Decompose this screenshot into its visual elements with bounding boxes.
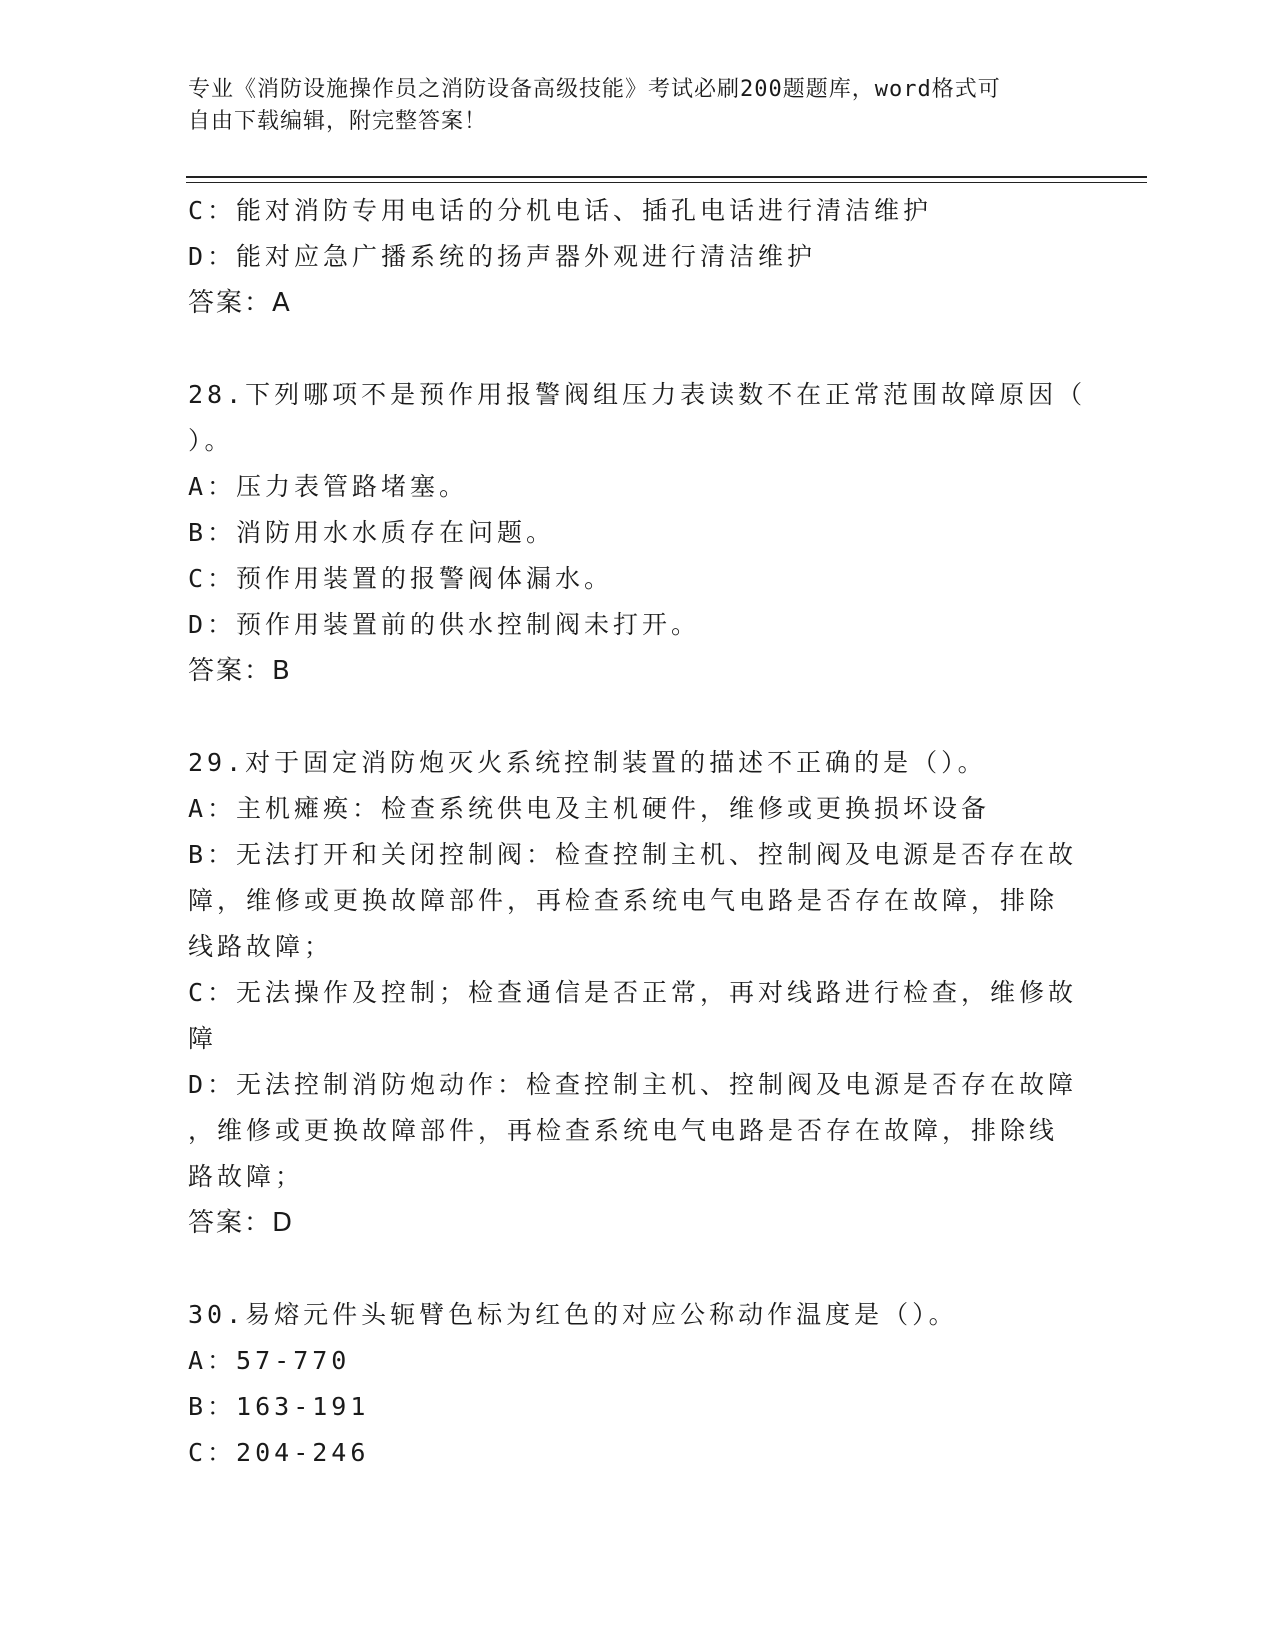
header-divider-thin <box>186 182 1147 183</box>
header-divider-thick <box>186 176 1147 178</box>
question-stem: 28.下列哪项不是预作用报警阀组压力表读数不在正常范围故障原因（ <box>188 380 1087 409</box>
option-a: A：主机瘫痪：检查系统供电及主机硬件，维修或更换损坏设备 <box>188 794 991 823</box>
question-stem-continued: ）。 <box>188 426 234 455</box>
question-stem: 30.易熔元件头轭臂色标为红色的对应公称动作温度是（）。 <box>188 1300 958 1329</box>
option-b: B：消防用水水质存在问题。 <box>188 518 556 547</box>
question-list <box>188 188 1087 1476</box>
option-b: B：无法打开和关闭控制阀：检查控制主机、控制阀及电源是否存在故 <box>188 840 1078 869</box>
option-a: A：57-770 <box>188 1346 351 1375</box>
question-30 <box>188 1292 1068 1476</box>
option-c: C：204-246 <box>188 1438 370 1467</box>
document-header <box>188 74 1068 138</box>
option-d: D：无法控制消防炮动作：检查控制主机、控制阀及电源是否存在故障 <box>188 1070 1078 1099</box>
option-d: D：能对应急广播系统的扬声器外观进行清洁维护 <box>188 242 817 271</box>
option-b-continued: 线路故障； <box>188 932 334 961</box>
question-stem: 29.对于固定消防炮灭火系统控制装置的描述不正确的是（）。 <box>188 748 987 777</box>
option-c: C：能对消防专用电话的分机电话、插孔电话进行清洁维护 <box>188 196 933 225</box>
question-27 <box>188 188 1068 326</box>
header-line-2: 自由下载编辑，附完整答案！ <box>188 109 488 134</box>
answer: 答案：B <box>188 656 292 686</box>
option-d-continued: ，维修或更换故障部件，再检查系统电气电路是否存在故障，排除线 <box>188 1116 1059 1145</box>
option-d: D：预作用装置前的供水控制阀未打开。 <box>188 610 701 639</box>
answer: 答案：D <box>188 1208 295 1238</box>
spacer <box>188 694 1068 740</box>
option-b-continued: 障，维修或更换故障部件，再检查系统电气电路是否存在故障，排除 <box>188 886 1059 915</box>
spacer <box>188 1246 1068 1292</box>
question-28 <box>188 372 1087 694</box>
option-c-continued: 障 <box>188 1024 218 1053</box>
option-c: C：预作用装置的报警阀体漏水。 <box>188 564 614 593</box>
option-b: B：163-191 <box>188 1392 370 1421</box>
question-29 <box>188 740 1078 1246</box>
option-d-continued: 路故障； <box>188 1162 305 1191</box>
header-line-1: 专业《消防设施操作员之消防设备高级技能》考试必刷200题题库，word格式可 <box>188 77 1001 102</box>
spacer <box>188 326 1068 372</box>
answer: 答案：A <box>188 288 292 318</box>
option-c: C：无法操作及控制；检查通信是否正常，再对线路进行检查，维修故 <box>188 978 1078 1007</box>
option-a: A：压力表管路堵塞。 <box>188 472 469 501</box>
